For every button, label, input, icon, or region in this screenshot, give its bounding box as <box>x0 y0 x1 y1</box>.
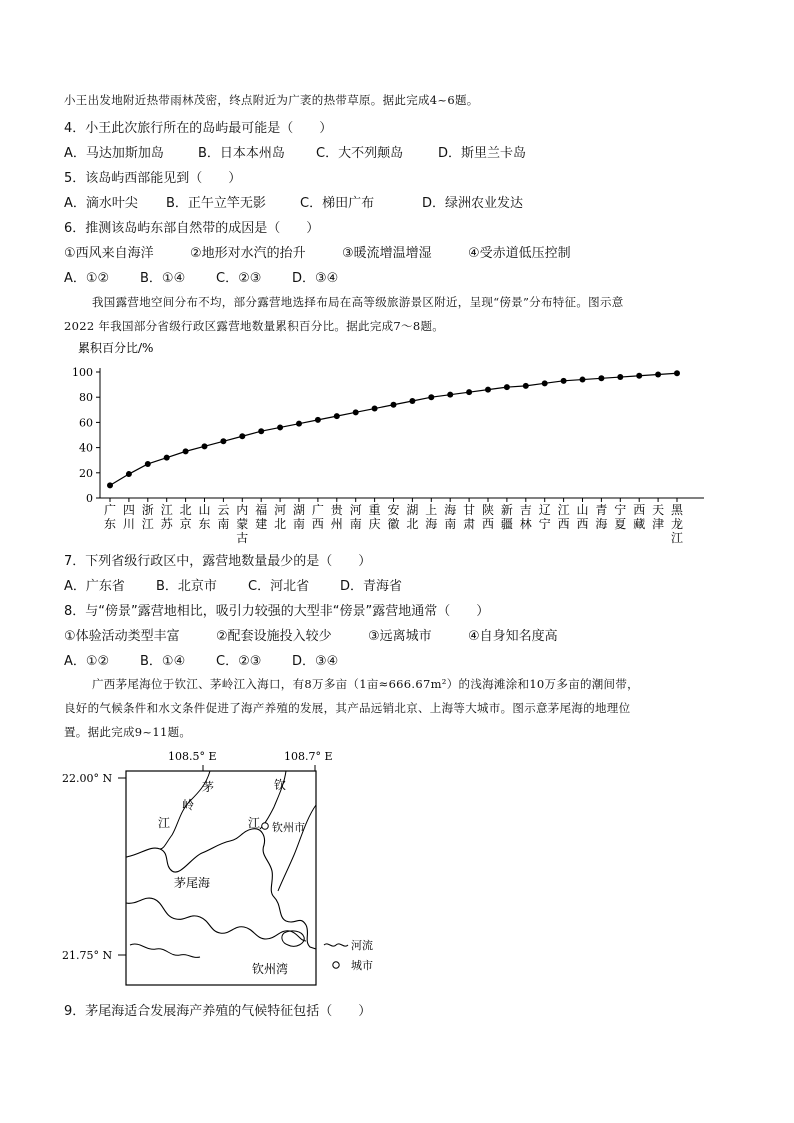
q7-option-d[interactable]: D．青海省 <box>340 579 403 594</box>
chart-x-tick-label: 西 <box>557 517 570 531</box>
chart-x-tick-label: 南 <box>292 517 306 531</box>
question-6-options <box>64 267 338 286</box>
chart-x-tick-label: 西 <box>633 503 646 517</box>
chart-y-axis-label: 累积百分比/% <box>78 341 154 355</box>
chart-x-tick-label: 庆 <box>368 517 381 531</box>
q6-statement-2: ②地形对水汽的抬升 <box>190 246 306 261</box>
chart-x-tick-label: 林 <box>519 517 532 531</box>
chart-x-tick-label: 川 <box>122 517 135 531</box>
q6-statement-1: ①西风来自海洋 <box>64 246 154 261</box>
coastline-southwest <box>130 944 200 957</box>
chart-point <box>334 413 340 419</box>
label-maowei-sea: 茅尾海 <box>174 876 211 890</box>
chart-point <box>239 433 245 439</box>
chart-x-tick-label: 南 <box>444 517 457 531</box>
chart-x-tick-label: 东 <box>103 517 117 531</box>
chart-x-tick-label: 重 <box>368 503 381 517</box>
chart-x-tick-label: 北 <box>274 517 287 531</box>
chart-point <box>277 424 283 430</box>
question-7-stem: 7．下列省级行政区中，露营地数量最少的是（ ） <box>64 554 372 569</box>
chart-x-tick-label: 疆 <box>500 517 513 531</box>
chart-x-tick-label: 藏 <box>633 517 646 531</box>
q5-option-d[interactable]: D．绿洲农业发达 <box>422 196 524 211</box>
chart-point <box>145 461 151 467</box>
legend-city-symbol <box>333 962 339 968</box>
chart-x-tick-label: 陕 <box>481 503 495 517</box>
q6-option-a[interactable]: A．①② <box>64 271 110 286</box>
chart-point <box>655 372 661 378</box>
chart-point <box>183 448 189 454</box>
chart-x-tick-label: 广 <box>311 503 324 517</box>
q5-option-b[interactable]: B．正午立竿无影 <box>166 196 266 211</box>
map-lon-left: 108.5° E <box>168 750 217 763</box>
intro-q4-6: 小王出发地附近热带雨林茂密，终点附近为广袤的热带草原。据此完成4~6题。 <box>64 93 479 107</box>
chart-point <box>485 387 491 393</box>
map-frame <box>126 771 316 985</box>
chart-x-tick-label: 山 <box>576 503 589 517</box>
chart-x-tick-label: 河 <box>274 503 287 517</box>
chart-point <box>617 374 623 380</box>
chart-x-tick-label: 江 <box>557 503 570 517</box>
chart-x-tick-label: 湖 <box>406 503 419 517</box>
legend-city-label: 城市 <box>351 959 373 972</box>
q4-option-c[interactable]: C．大不列颠岛 <box>316 146 404 161</box>
question-6-stem: 6．推测该岛屿东部自然带的成因是（ ） <box>64 221 320 236</box>
chart-point <box>126 471 132 477</box>
chart-x-tick-label: 南 <box>349 517 362 531</box>
q8-option-d[interactable]: D．③④ <box>292 654 339 669</box>
label-qinzhou-bay: 钦州湾 <box>252 962 289 976</box>
chart-point <box>391 402 397 408</box>
chart-x-tick-label: 肃 <box>463 517 476 531</box>
chart-x-tick-label: 江 <box>160 503 173 517</box>
q8-statement-1: ①体验活动类型丰富 <box>64 629 180 644</box>
label-maoling-2: 岭 <box>182 798 195 812</box>
question-7-options <box>64 575 402 594</box>
chart-point <box>504 384 510 390</box>
qinzhou-city-marker <box>262 823 269 830</box>
chart-x-tick-label: 吉 <box>519 503 532 517</box>
chart-x-tick-label: 江 <box>670 531 684 545</box>
q4-option-b[interactable]: B．日本本州岛 <box>198 146 285 161</box>
chart-y-tick-label: 20 <box>79 466 93 480</box>
chart-x-tick-label: 贵 <box>330 503 343 517</box>
intro-q9-11-line2: 良好的气候条件和水文条件促进了海产养殖的发展，其产品远销北京、上海等大城市。图示意茅尾海的地理位 <box>64 701 631 715</box>
chart-x-tick-label: 新 <box>500 503 513 517</box>
chart-x-tick-label: 西 <box>481 517 495 531</box>
question-4-stem: 4．小王此次旅行所在的岛屿最可能是（ ） <box>64 121 333 136</box>
label-maoling-1: 茅 <box>202 780 215 794</box>
chart-y-tick-label: 40 <box>79 441 93 455</box>
chart-x-tick-label: 黑 <box>670 503 684 517</box>
chart-x-tick-label: 东 <box>198 517 211 531</box>
river-east <box>278 805 316 891</box>
question-5-stem: 5．该岛屿西部能见到（ ） <box>64 171 242 186</box>
chart-point <box>258 428 264 434</box>
chart-x-tick-label: 宁 <box>614 503 627 517</box>
intro-q9-11-line1: 广西茅尾海位于钦江、茅岭江入海口，有8万多亩（1亩≈666.67m²）的浅海滩涂和10万多亩的潮间带， <box>92 677 639 691</box>
chart-x-tick-label: 上 <box>425 503 438 517</box>
q6-option-b[interactable]: B．①④ <box>140 271 186 286</box>
intro-q7-8-line1: 我国露营地空间分布不均，部分露营地选择布局在高等级旅游景区附近，呈现“傍景”分布特征。图示意 <box>92 295 624 309</box>
label-qinzhou-city: 钦州市 <box>272 821 305 834</box>
chart-point <box>447 392 453 398</box>
label-maoling-3: 江 <box>158 816 171 830</box>
legend-river-label: 河流 <box>351 939 373 952</box>
chart-point <box>466 389 472 395</box>
chart-y-tick-label: 60 <box>79 416 93 430</box>
question-4-options <box>64 142 526 161</box>
chart-x-tick-label: 内 <box>236 503 249 517</box>
chart-x-tick-label: 广 <box>103 503 117 517</box>
chart-x-tick-label: 海 <box>444 503 457 517</box>
chart-point <box>164 455 170 461</box>
q7-option-c[interactable]: C．河北省 <box>248 579 310 594</box>
chart-x-tick-label: 苏 <box>160 517 173 531</box>
chart-point <box>598 375 604 381</box>
chart-x-tick-label: 湖 <box>292 503 306 517</box>
question-8-statements <box>64 625 558 644</box>
coastline-west <box>126 898 306 941</box>
q5-option-a[interactable]: A．滴水叶尖 <box>64 196 138 211</box>
chart-x-tick-label: 北 <box>179 503 192 517</box>
q8-option-a[interactable]: A．①② <box>64 654 110 669</box>
cumulative-percent-chart <box>60 338 720 548</box>
chart-x-tick-label: 四 <box>122 503 135 517</box>
chart-point <box>296 421 302 427</box>
q6-option-d[interactable]: D．③④ <box>292 271 339 286</box>
question-8-stem: 8．与“傍景”露营地相比，吸引力较强的大型非“傍景”露营地通常（ ） <box>64 604 490 619</box>
chart-point <box>428 394 434 400</box>
chart-x-tick-label: 山 <box>198 503 211 517</box>
chart-x-tick-label: 京 <box>179 517 192 531</box>
chart-point <box>202 443 208 449</box>
chart-series-line <box>110 373 677 485</box>
q7-option-a[interactable]: A．广东省 <box>64 579 125 594</box>
chart-x-tick-label: 州 <box>330 517 343 531</box>
chart-x-tick-label: 天 <box>652 503 665 517</box>
chart-y-tick-label: 100 <box>72 366 93 379</box>
legend-river-symbol <box>324 944 348 946</box>
q6-statement-4: ④受赤道低压控制 <box>468 246 571 261</box>
chart-x-tick-label: 津 <box>652 517 665 531</box>
intro-q7-8-line2: 2022 年我国部分省级行政区露营地数量累积百分比。据此完成7～8题。 <box>64 319 445 333</box>
map-lat-top: 22.00° N <box>62 772 113 785</box>
chart-x-tick-label: 北 <box>406 517 419 531</box>
chart-point <box>561 378 567 384</box>
q7-option-b[interactable]: B．北京市 <box>156 579 217 594</box>
chart-point <box>107 482 113 488</box>
chart-point <box>372 406 378 412</box>
chart-point <box>674 370 680 376</box>
q4-option-a[interactable]: A．马达加斯加岛 <box>64 146 164 161</box>
chart-x-tick-label: 云 <box>217 503 230 517</box>
q6-option-c[interactable]: C．②③ <box>216 271 262 286</box>
chart-point <box>353 409 359 415</box>
chart-x-tick-label: 河 <box>349 503 362 517</box>
chart-x-tick-label: 江 <box>141 517 154 531</box>
chart-x-tick-label: 西 <box>311 517 324 531</box>
q5-option-c[interactable]: C．梯田广布 <box>300 196 375 211</box>
chart-x-tick-label: 青 <box>595 503 608 517</box>
chart-x-tick-label: 南 <box>217 517 230 531</box>
chart-y-tick-label: 80 <box>79 391 93 405</box>
chart-x-tick-label: 辽 <box>538 503 551 517</box>
chart-x-tick-label: 海 <box>595 517 608 531</box>
map-lat-bottom: 21.75° N <box>62 949 113 962</box>
chart-x-tick-label: 蒙 <box>236 517 249 531</box>
map-lon-right: 108.7° E <box>284 750 333 763</box>
question-5-options <box>64 192 523 211</box>
chart-point <box>409 398 415 404</box>
chart-x-tick-label: 海 <box>425 517 438 531</box>
chart-x-tick-label: 西 <box>576 517 589 531</box>
chart-x-tick-label: 甘 <box>463 503 476 517</box>
chart-x-tick-label: 福 <box>255 503 268 517</box>
chart-x-tick-label: 古 <box>236 531 249 545</box>
question-8-options <box>64 650 338 669</box>
chart-point <box>542 380 548 386</box>
chart-x-tick-label: 夏 <box>614 517 627 531</box>
chart-point <box>636 373 642 379</box>
chart-x-tick-label: 建 <box>255 517 268 531</box>
chart-x-tick-label: 浙 <box>141 503 154 517</box>
chart-x-tick-label: 龙 <box>670 517 684 531</box>
q8-statement-3: ③远离城市 <box>368 629 432 644</box>
label-qin-2: 江 <box>248 816 261 830</box>
chart-x-tick-label: 徽 <box>387 517 400 531</box>
chart-point <box>315 417 321 423</box>
label-qin-1: 钦 <box>274 778 287 792</box>
chart-y-tick-label: 0 <box>86 492 93 505</box>
q8-option-b[interactable]: B．①④ <box>140 654 186 669</box>
q8-statement-2: ②配套设施投入较少 <box>216 629 332 644</box>
chart-point <box>580 377 586 383</box>
chart-x-tick-label: 安 <box>387 503 400 517</box>
q6-statement-3: ③暖流增温增湿 <box>342 246 432 261</box>
maowei-sea-map <box>60 745 380 990</box>
chart-x-tick-label: 宁 <box>538 517 551 531</box>
chart-point <box>523 383 529 389</box>
q8-statement-4: ④自身知名度高 <box>468 629 558 644</box>
q4-option-d[interactable]: D．斯里兰卡岛 <box>438 146 527 161</box>
question-6-statements <box>64 242 571 261</box>
question-9-stem: 9．茅尾海适合发展海产养殖的气候特征包括（ ） <box>64 1004 372 1019</box>
intro-q9-11-line3: 置。据此完成9~11题。 <box>64 725 192 739</box>
q8-option-c[interactable]: C．②③ <box>216 654 262 669</box>
chart-point <box>220 438 226 444</box>
